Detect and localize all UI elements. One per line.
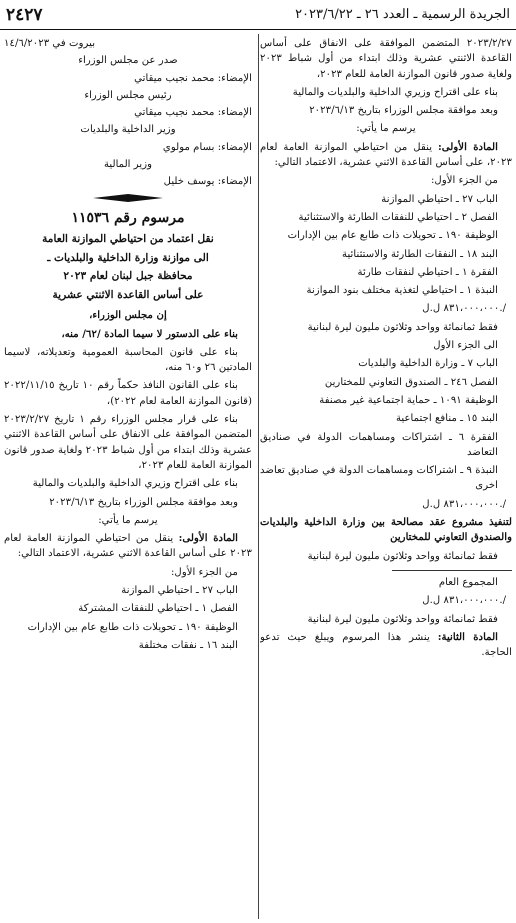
- total-amount: ٨٣١،٠٠٠،٠٠٠ ل.ل./: [422, 595, 506, 607]
- signature: الإمضاء: محمد نجيب ميقاتي: [134, 107, 252, 119]
- article-text: ينقل من احتياطي الموازنة العامة لعام ٢٠٢٣، على أساس القاعدة الاثني عشرية، الاعتماد التالي:: [260, 141, 512, 169]
- budget-line: الوظيفة ١٩٠ ـ تحويلات ذات طابع عام بين الإدارات: [287, 230, 498, 242]
- purpose-text: لتنفيذ مشروع عقد مصالحة بين وزارة الداخلية والبلديات والصندوق التعاوني للمختارين: [260, 516, 512, 544]
- decree-title: مرسوم رقم ١١٥٣٦: [71, 209, 185, 226]
- decree-subtitle: الى موازنة وزارة الداخلية والبلديات ـ: [47, 251, 209, 264]
- budget-line: البند ١٦ ـ نفقات مختلفة: [138, 639, 238, 651]
- article-one: [4, 531, 252, 562]
- amount: ٨٣١،٠٠٠،٠٠٠ ل.ل./: [422, 498, 506, 510]
- header-title: الجريدة الرسمية ـ العدد ٢٦ ـ ٢٠٢٣/٦/٢٢: [295, 7, 510, 22]
- amount-words: فقط ثمانمائة وواحد وثلاثون مليون ليرة لبنانية: [307, 550, 498, 562]
- decree-intro: يرسم ما يأتي:: [356, 123, 416, 135]
- amount-words: فقط ثمانمائة وواحد وثلاثون مليون ليرة لبنانية: [307, 321, 498, 333]
- budget-line: النبذة ١ ـ احتياطي لتغذية مختلف بنود الموازنة: [306, 285, 498, 297]
- budget-line: الوظيفة ١٠٩١ ـ حماية اجتماعية غير مصنفة: [319, 394, 498, 406]
- decree-intro: يرسم ما يأتي:: [98, 514, 158, 526]
- paragraph: بناء على اقتراح وزيري الداخلية والبلديات والمالية: [292, 86, 498, 98]
- official-title: وزير المالية: [103, 159, 153, 171]
- budget-line: الباب ٢٧ ـ احتياطي الموازنة: [381, 193, 498, 205]
- left-column: [4, 36, 252, 919]
- article-text: ينشر هذا المرسوم ويبلغ حيث تدعو الحاجة.: [260, 631, 512, 659]
- column-divider: [258, 34, 259, 919]
- paragraph: ٢٠٢٣/٢/٢٧ المتضمن الموافقة على الانفاق على أساس القاعدة الاثنتي عشرية وذلك ابتداء من أول شباط ٢٠٢٣ ولغاية صدور قانون الموازنة العامة للعام ٢٠٢٣،: [260, 38, 512, 80]
- budget-line: البند ١٥ ـ منافع اجتماعية: [395, 413, 498, 425]
- article-one: [260, 140, 512, 171]
- issued-by: صدر عن مجلس الوزراء: [78, 55, 178, 67]
- page-header: [0, 0, 516, 30]
- council-line: إن مجلس الوزراء،: [89, 309, 167, 322]
- recital: بناء على اقتراح وزيري الداخلية والبلديات والمالية: [32, 478, 238, 490]
- paragraph: وبعد موافقة مجلس الوزراء بتاريخ ٢٠٢٣/٦/١٣: [309, 105, 498, 117]
- budget-line: البند ١٨ ـ النفقات الطارئة والاستثنائية: [342, 248, 498, 260]
- signature: الإمضاء: محمد نجيب ميقاتي: [134, 72, 252, 84]
- article-label: المادة الثانية:: [437, 630, 499, 643]
- article-label: المادة الأولى:: [438, 140, 498, 153]
- official-title: وزير الداخلية والبلديات: [80, 124, 176, 136]
- right-column: [260, 36, 512, 919]
- recital: بناء على قرار مجلس الوزراء رقم ١ تاريخ ٢٠٢٣/٢/٢٧ المتضمن الموافقة على الانفاق على أساس القاعدة الاثنتي عشرية وذلك ابتداء من أول شباط ٢٠٢٣ ولغاية صدور قانون الموازنة العامة للعام ٢٠٢٣،: [4, 414, 252, 471]
- budget-line: الفصل ٢ ـ احتياطي للنفقات الطارئة والاستثنائية: [298, 211, 498, 223]
- decree-subtitle: نقل اعتماد من احتياطي الموازنة العامة: [42, 232, 214, 245]
- budget-line: الوظيفة ١٩٠ ـ تحويلات ذات طابع عام بين الإدارات: [27, 621, 238, 633]
- signature: الإمضاء: يوسف خليل: [163, 176, 252, 188]
- budget-line: الى الجزء الأول: [433, 340, 498, 352]
- page-number: ٢٤٢٧: [6, 4, 43, 25]
- amount: ٨٣١،٠٠٠،٠٠٠ ل.ل./: [422, 303, 506, 315]
- decree-subtitle: محافظة جبل لبنان لعام ٢٠٢٣: [63, 270, 193, 283]
- budget-line: الفقرة ٦ ـ اشتراكات ومساهمات الدولة في صناديق التعاضد: [260, 431, 498, 458]
- budget-line: الباب ٧ ـ وزارة الداخلية والبلديات: [358, 358, 498, 370]
- amount-words: فقط ثمانمائة وواحد وثلاثون مليون ليرة لبنانية: [307, 613, 498, 625]
- article-text: ينقل من احتياطي الموازنة العامة لعام ٢٠٢٣ على أساس القاعدة الاثني عشرية، الاعتماد التالي:: [4, 533, 252, 560]
- official-title: رئيس مجلس الوزراء: [84, 89, 172, 101]
- total-label: المجموع العام: [438, 576, 498, 588]
- budget-line: النبذة ٩ ـ اشتراكات ومساهمات الدولة في صناديق تعاضد اخرى: [260, 465, 499, 492]
- decree-subtitle: على أساس القاعدة الاثنتي عشرية: [52, 289, 204, 302]
- recital: بناء على القانون النافذ حكماً رقم ١٠ تاريخ ٢٠٢٢/١١/١٥ (قانون الموازنة العامة لعام ٢٠٢٢)،: [4, 380, 252, 407]
- section-separator-icon: [4, 194, 252, 202]
- budget-line: من الجزء الأول:: [170, 566, 238, 578]
- budget-line: الفقرة ١ ـ احتياطي لنفقات طارئة: [357, 266, 498, 278]
- budget-line: الفصل ٢٤٦ ـ الصندوق التعاوني للمختارين: [324, 376, 498, 388]
- budget-line: الباب ٢٧ ـ احتياطي الموازنة: [121, 584, 238, 596]
- article-two: [260, 630, 512, 661]
- recital: بناء على قانون المحاسبة العمومية وتعديلاته، لاسيما المادتين ٢٦ و٦٠ منه،: [4, 346, 252, 374]
- budget-line: الفصل ١ ـ احتياطي للنفقات المشتركة: [78, 603, 238, 615]
- recital: وبعد موافقة مجلس الوزراء بتاريخ ٢٠٢٣/٦/١٣: [49, 496, 238, 508]
- place-date: بيروت في ١٤/٦/٢٠٢٣: [4, 38, 96, 49]
- rule: [392, 570, 512, 571]
- budget-line: من الجزء الأول:: [430, 175, 498, 187]
- article-label: المادة الأولى:: [178, 532, 238, 545]
- signature-block: [4, 36, 252, 190]
- recital: بناء على الدستور لا سيما المادة /٦٢/ منه،: [61, 327, 238, 340]
- signature: الإمضاء: بسام مولوي: [162, 141, 252, 153]
